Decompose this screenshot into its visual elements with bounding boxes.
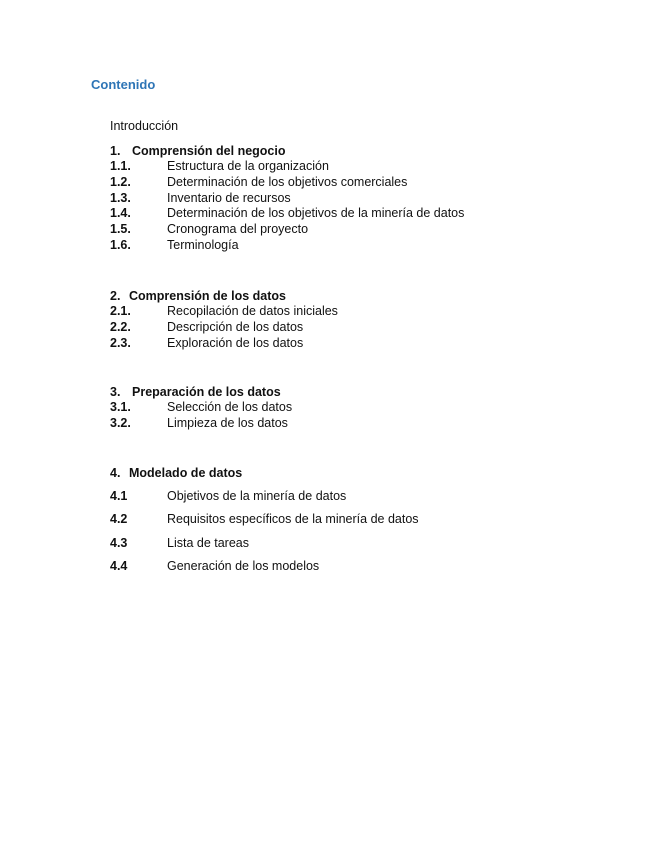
entry-label: Lista de tareas [167, 535, 249, 550]
entry-label: Generación de los modelos [167, 558, 320, 573]
toc-entry[interactable] [110, 535, 419, 558]
entry-number: 4.4 [110, 558, 128, 573]
toc-entry[interactable] [110, 488, 419, 511]
toc-entry[interactable] [110, 416, 292, 432]
toc-entry-introduccion[interactable]: Introducción [110, 119, 179, 133]
entry-label: Descripción de los datos [167, 319, 304, 334]
entry-label: Limpieza de los datos [167, 415, 288, 430]
section-title: Modelado de datos [129, 466, 243, 480]
entry-label: Objetivos de la minería de datos [167, 489, 347, 503]
toc-section-2 [110, 288, 338, 351]
toc-section-heading[interactable] [110, 384, 292, 400]
entry-label: Cronograma del proyecto [167, 222, 309, 237]
toc-entry[interactable] [110, 206, 464, 222]
entry-number: 2.1. [110, 304, 131, 318]
entry-number: 1.1. [110, 159, 131, 173]
entry-number: 2.3. [110, 335, 131, 350]
entry-number: 1.6. [110, 237, 131, 252]
section-title: Comprensión del negocio [132, 144, 286, 158]
section-title: Preparación de los datos [132, 385, 281, 399]
entry-label: Estructura de la organización [167, 159, 329, 173]
toc-title: Contenido [91, 77, 156, 92]
toc-entry[interactable] [110, 191, 464, 207]
section-number: 4. [110, 466, 121, 480]
entry-number: 1.4. [110, 206, 131, 221]
entry-number: 1.5. [110, 222, 131, 237]
toc-entry[interactable] [110, 400, 292, 416]
entry-label: Inventario de recursos [167, 190, 291, 205]
entry-label: Requisitos específicos de la minería de datos [167, 512, 419, 527]
entry-number: 3.1. [110, 400, 131, 414]
toc-entry[interactable] [110, 304, 338, 320]
toc-section-1 [110, 143, 464, 254]
entry-number: 4.2 [110, 512, 128, 527]
entry-label: Determinación de los objetivos de la minería de datos [167, 206, 465, 221]
toc-entry[interactable] [110, 238, 464, 254]
entry-number: 3.2. [110, 415, 131, 430]
entry-number: 4.3 [110, 535, 128, 550]
entry-label: Determinación de los objetivos comerciales [167, 174, 408, 189]
section-number: 3. [110, 385, 121, 399]
section-title: Comprensión de los datos [129, 289, 286, 303]
section-number: 1. [110, 144, 121, 158]
toc-section-heading[interactable] [110, 143, 464, 159]
entry-label: Recopilación de datos iniciales [167, 304, 338, 318]
entry-number: 1.2. [110, 174, 131, 189]
toc-entry[interactable] [110, 320, 338, 336]
toc-section-3 [110, 384, 292, 432]
entry-number: 2.2. [110, 319, 131, 334]
toc-entry[interactable] [110, 159, 464, 175]
entry-label: Selección de los datos [167, 400, 293, 414]
toc-section-heading[interactable] [110, 465, 419, 481]
toc-section-heading[interactable] [110, 288, 338, 304]
entry-label: Exploración de los datos [167, 335, 304, 350]
entry-number: 1.3. [110, 190, 131, 205]
entry-label: Terminología [167, 237, 239, 252]
toc-entry[interactable] [110, 511, 419, 534]
toc-entry[interactable] [110, 222, 464, 238]
toc-entry[interactable] [110, 175, 464, 191]
section-number: 2. [110, 289, 121, 303]
entry-number: 4.1 [110, 489, 128, 503]
toc-entry[interactable] [110, 558, 419, 581]
toc-section-4 [110, 465, 419, 581]
toc-entry[interactable] [110, 336, 338, 352]
